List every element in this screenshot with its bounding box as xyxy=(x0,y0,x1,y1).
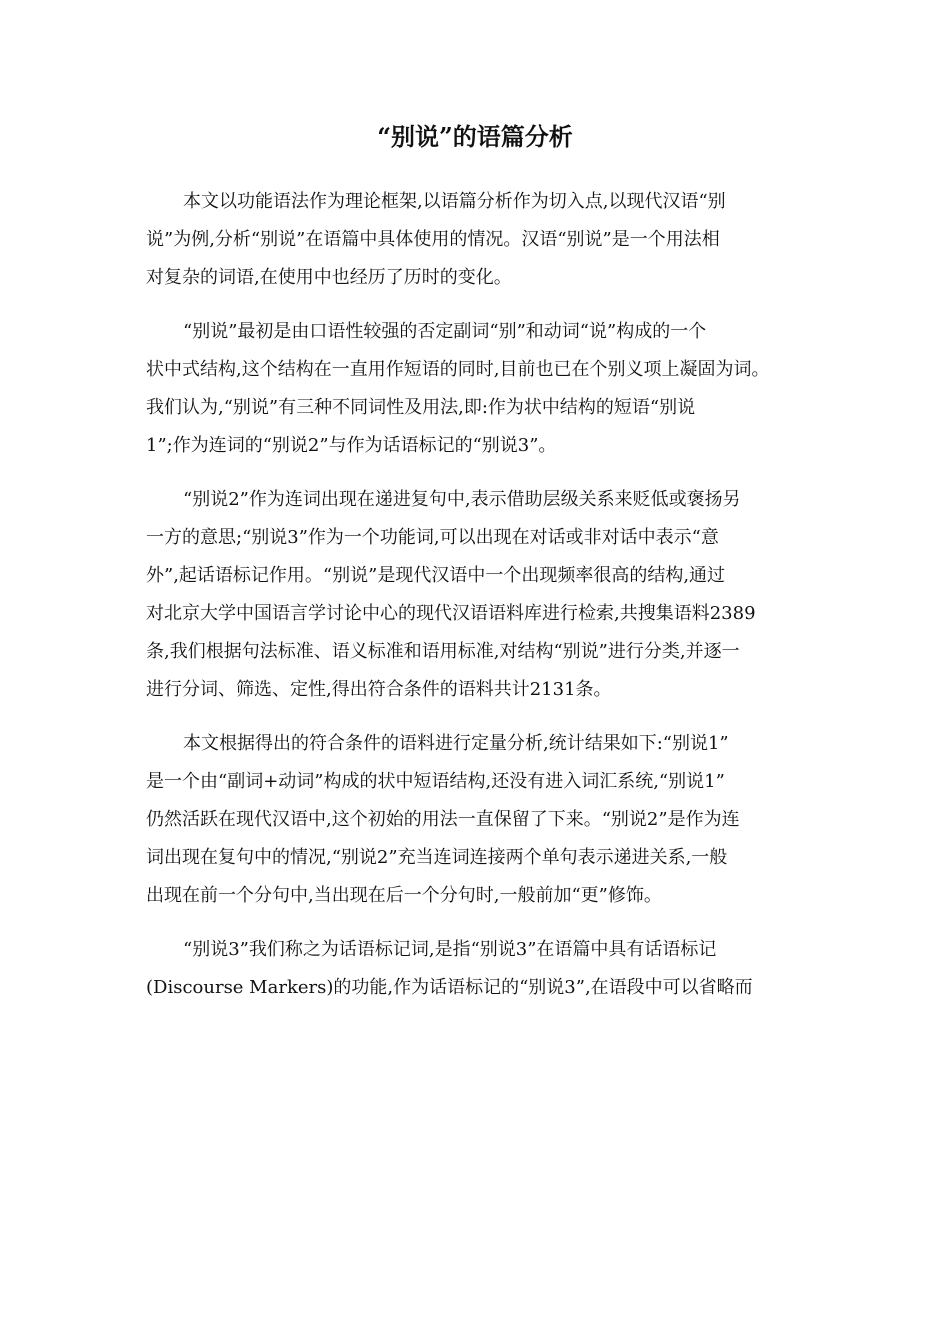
text-line: 是一个由“副词+动词”构成的状中短语结构,还没有进入词汇系统,“别说1” xyxy=(146,771,725,792)
text-line: 本文以功能语法作为理论框架,以语篇分析作为切入点,以现代汉语“别 xyxy=(183,191,726,212)
text-line: “别说2”作为连词出现在递进复句中,表示借助层级关系来贬低或褒扬另 xyxy=(183,489,741,510)
text-line: 说”为例,分析“别说”在语篇中具体使用的情况。汉语“别说”是一个用法相 xyxy=(146,229,720,250)
paragraph xyxy=(146,931,806,1007)
text-line: 词出现在复句中的情况,“别说2”充当连词连接两个单句表示递进关系,一般 xyxy=(146,847,728,868)
text-line: 状中式结构,这个结构在一直用作短语的同时,目前也已在个别义项上凝固为词。 xyxy=(146,359,770,380)
text-line: 出现在前一个分句中,当出现在后一个分句时,一般前加“更”修饰。 xyxy=(146,885,662,906)
paragraph xyxy=(146,481,806,709)
document-body xyxy=(146,183,806,1007)
text-line: 我们认为,“别说”有三种不同词性及用法,即:作为状中结构的短语“别说 xyxy=(146,397,696,418)
text-line: (Discourse Markers)的功能,作为话语标记的“别说3”,在语段中可以省略而 xyxy=(146,977,753,998)
text-line: “别说”最初是由口语性较强的否定副词“别”和动词“说”构成的一个 xyxy=(183,321,707,342)
text-line: 进行分词、筛选、定性,得出符合条件的语料共计2131条。 xyxy=(146,679,612,700)
text-line: “别说3”我们称之为话语标记词,是指“别说3”在语篇中具有话语标记 xyxy=(183,939,717,960)
text-line: 对复杂的词语,在使用中也经历了历时的变化。 xyxy=(146,267,512,288)
text-line: 1”;作为连词的“别说2”与作为话语标记的“别说3”。 xyxy=(146,435,557,456)
paragraph xyxy=(146,725,806,915)
paragraph xyxy=(146,183,806,297)
paragraph xyxy=(146,313,806,465)
document-title: “别说”的语篇分析 xyxy=(377,122,573,151)
text-line: 外”,起话语标记作用。“别说”是现代汉语中一个出现频率很高的结构,通过 xyxy=(146,565,726,586)
text-line: 本文根据得出的符合条件的语料进行定量分析,统计结果如下:“别说1” xyxy=(183,733,729,754)
text-line: 一方的意思;“别说3”作为一个功能词,可以出现在对话或非对话中表示“意 xyxy=(146,527,719,548)
text-line: 条,我们根据句法标准、语义标准和语用标准,对结构“别说”进行分类,并逐一 xyxy=(146,641,740,662)
text-line: 仍然活跃在现代汉语中,这个初始的用法一直保留了下来。“别说2”是作为连 xyxy=(146,809,740,830)
text-line: 对北京大学中国语言学讨论中心的现代汉语语料库进行检索,共搜集语料2389 xyxy=(146,603,756,624)
